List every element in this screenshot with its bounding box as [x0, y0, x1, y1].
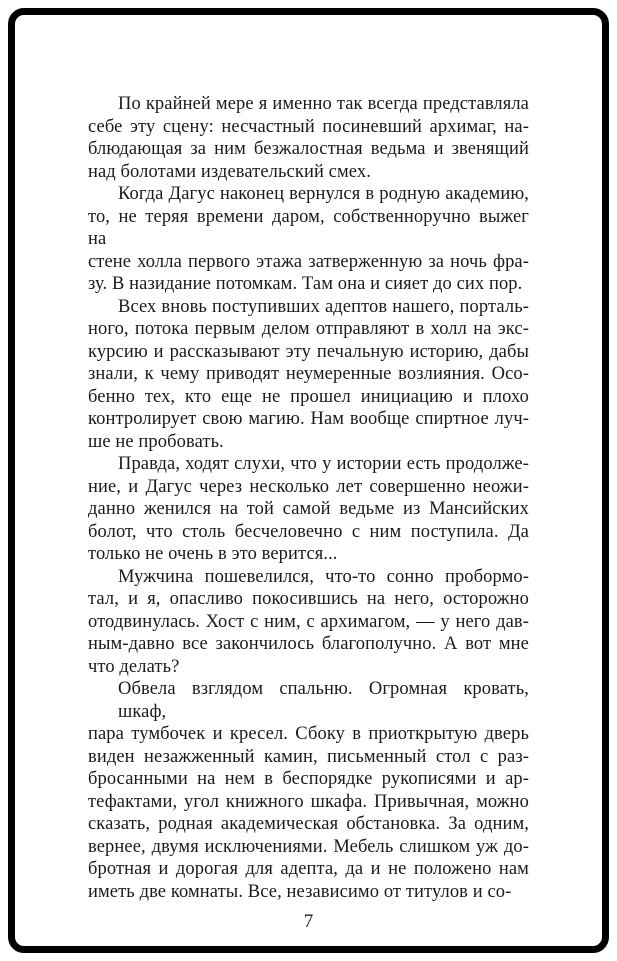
- text-line: ного, потока первым делом отправляют в холл на экс-: [88, 319, 529, 339]
- text-line: знали, к чему приводят неумеренные возлияния. Осо-: [88, 364, 529, 384]
- paragraph: [88, 183, 529, 296]
- text-line: тефактами, угол книжного шкафа. Привычная, можно: [88, 791, 529, 812]
- text-line: ным-давно все закончилось благополучно. А вот мне: [88, 634, 529, 654]
- paragraph: [88, 453, 529, 566]
- page-number: 7: [303, 911, 314, 932]
- text-line: иметь две комнаты. Все, независимо от титулов и со-: [88, 881, 512, 902]
- text-line: пара тумбочек и кресел. Сбоку в приоткрытую дверь: [88, 724, 529, 744]
- text-line: бросанными на нем в беспорядке рукописями и ар-: [88, 769, 529, 789]
- text-line: Мужчина пошевелился, что-то сонно пробормо-: [118, 566, 529, 587]
- text-line: Всех вновь поступивших адептов нашего, порталь-: [118, 296, 529, 317]
- text-line: стене холла первого этажа затверженную за ночь фра-: [88, 251, 529, 272]
- text-line: болот, что столь бесчеловечно с ним поступила. Да: [88, 521, 529, 542]
- text-line: виден незажженный камин, письменный стол с раз-: [88, 746, 529, 767]
- paragraph: [88, 566, 529, 679]
- paragraph: [88, 296, 529, 454]
- text-line: то, не теряя времени даром, собственноручно выжег на: [88, 206, 529, 249]
- text-line: контролирует свою магию. Нам вообще спиртное луч-: [88, 409, 529, 429]
- text-line: Правда, ходят слухи, что у истории есть продолже-: [118, 454, 529, 474]
- text-line: отодвинулась. Хост с ним, с архимагом, — у него дав-: [88, 611, 529, 632]
- text-line: сказать, родная академическая обстановка. За одним,: [88, 814, 529, 834]
- text-line: ше не пробовать.: [88, 431, 224, 452]
- text-line: Обвела взглядом спальню. Огромная кровать, шкаф,: [118, 679, 529, 722]
- text-line: данно женился на той самой ведьме из Мансийских: [88, 499, 529, 519]
- paragraph: [88, 93, 529, 183]
- page-footer: [88, 910, 529, 934]
- text-line: себе эту сцену: несчастный посиневший архимаг, на-: [88, 116, 529, 137]
- paragraph: [88, 678, 529, 903]
- text-line: По крайней мере я именно так всегда представляла: [118, 94, 529, 114]
- text-line: блюдающая за ним безжалостная ведьма и звенящий: [88, 139, 529, 159]
- text-line: только не очень в это верится...: [88, 544, 338, 564]
- text-line: вернее, двумя исключениями. Мебель слишком уж до-: [88, 836, 529, 857]
- text-block: [88, 93, 529, 903]
- text-line: ние, и Дагус через несколько лет совершенно неожи-: [88, 476, 529, 497]
- text-line: бротная и дорогая для адепта, да и не положено нам: [88, 859, 529, 879]
- text-line: над болотами издевательский смех.: [88, 161, 371, 182]
- text-line: Когда Дагус наконец вернулся в родную академию,: [118, 184, 529, 204]
- text-line: тал, и я, опасливо покосившись на него, осторожно: [88, 589, 529, 609]
- text-line: зу. В назидание потомкам. Там она и сияет до сих пор.: [88, 274, 523, 294]
- text-line: бенно тех, кто еще не прошел инициацию и плохо: [88, 386, 529, 407]
- text-line: что делать?: [88, 656, 180, 677]
- page-frame: [8, 8, 609, 953]
- text-line: курсию и рассказывают эту печальную историю, дабы: [88, 341, 529, 362]
